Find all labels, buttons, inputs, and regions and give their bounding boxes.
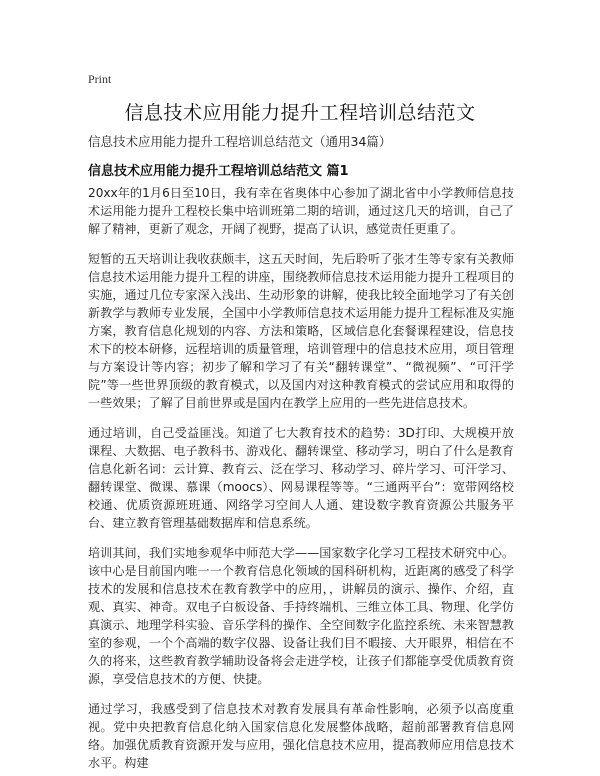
paragraph-5: 通过学习，我感受到了信息技术对教育发展具有革命性影响，必须予以高度重视。党中央把教育信息化纳入国家信息化发展整体战略，超前部署教育信息网络。加强优质教育资源开发与应用，强化信息技术应用，提高教师应用信息技术水平。构建 <box>88 702 514 770</box>
section-heading: 信息技术应用能力提升工程培训总结范文 篇1 <box>88 164 349 179</box>
paragraph-2: 短暂的五天培训让我收获颇丰，这五天时间，先后聆听了张才生等专家有关教师信息技术运用能力提升工程的讲座，围绕教师信息技术运用能力提升工程项目的实施，通过几位专家深入浅出、生动形象的讲解，使我比较全面地学习了有关创新教学与教师专业发展，全国中小学教师信息技术运用能力提升工程标准及实施方案，教育信息化规划的内容、方法和策略，区域信息化套餐课程建设，信息技术下的校本研修，远程培训的质量管理，培训管理中的信息技术应用，项目管理与方案设计等内容；初步了解和学习了有关“翻转课堂”、“微视频”、“可汗学院”等一些世界顶级的教育模式，以及国内对这种教育模式的尝试应用和取得的一些效果；了解了目前世界或是国内在教学上应用的一些先进信息技术。 <box>88 252 514 410</box>
paragraph-1: 20xx年的1月6日至10日，我有幸在省奥体中心参加了湖北省中小学教师信息技术运用能力提升工程校长集中培训班第二期的培训，通过这几天的培训，自己了解了精神，更新了观念，开阔了视野，提高了认识，感觉责任更重了。 <box>88 186 514 236</box>
document-subtitle: 信息技术应用能力提升工程培训总结范文（通用34篇） <box>88 134 392 149</box>
paragraph-3: 通过培训，自己受益匪浅。知道了七大教育技术的趋势：3D打印、大规模开放课程、大数据、电子教科书、游戏化、翻转课堂、移动学习，明白了什么是教育信息化新名词：云计算、教育云、泛在学习、移动学习、碎片学习、可汗学习、翻转课堂、微课、慕课（moocs）、网易课程等等。“三通两平台”：宽带网络校校通、优质资源班班通、网络学习空间人人通、建设数字教育资源公共服务平台、建立教育管理基础数据库和信息系统。 <box>88 426 514 530</box>
document-title: 信息技术应用能力提升工程培训总结范文 <box>124 102 476 124</box>
document-body <box>88 184 514 776</box>
print-label: Print <box>88 72 112 86</box>
paragraph-4: 培训其间，我们实地参观华中师范大学——国家数字化学习工程技术研究中心。该中心是目前国内唯一一个教育信息化领域的国科研机构，近距离的感受了科学技术的发展和信息技术在教育教学中的应用，，讲解员的演示、操作、介绍，直观、真实、神奇。双电子白板设备、手持终端机、三维立体工具、物理、化学仿真演示、地理学科实验、音乐学科的操作、全空间数字化监控系统、未来智慧教室的参观，一个个高端的数字仪器、设备让我们目不暇接、大开眼界，相信在不久的将来，这些教育教学辅助设备将会走进学校，让孩子们都能享受优质教育资源，享受信息技术的方便、快捷。 <box>88 546 514 686</box>
